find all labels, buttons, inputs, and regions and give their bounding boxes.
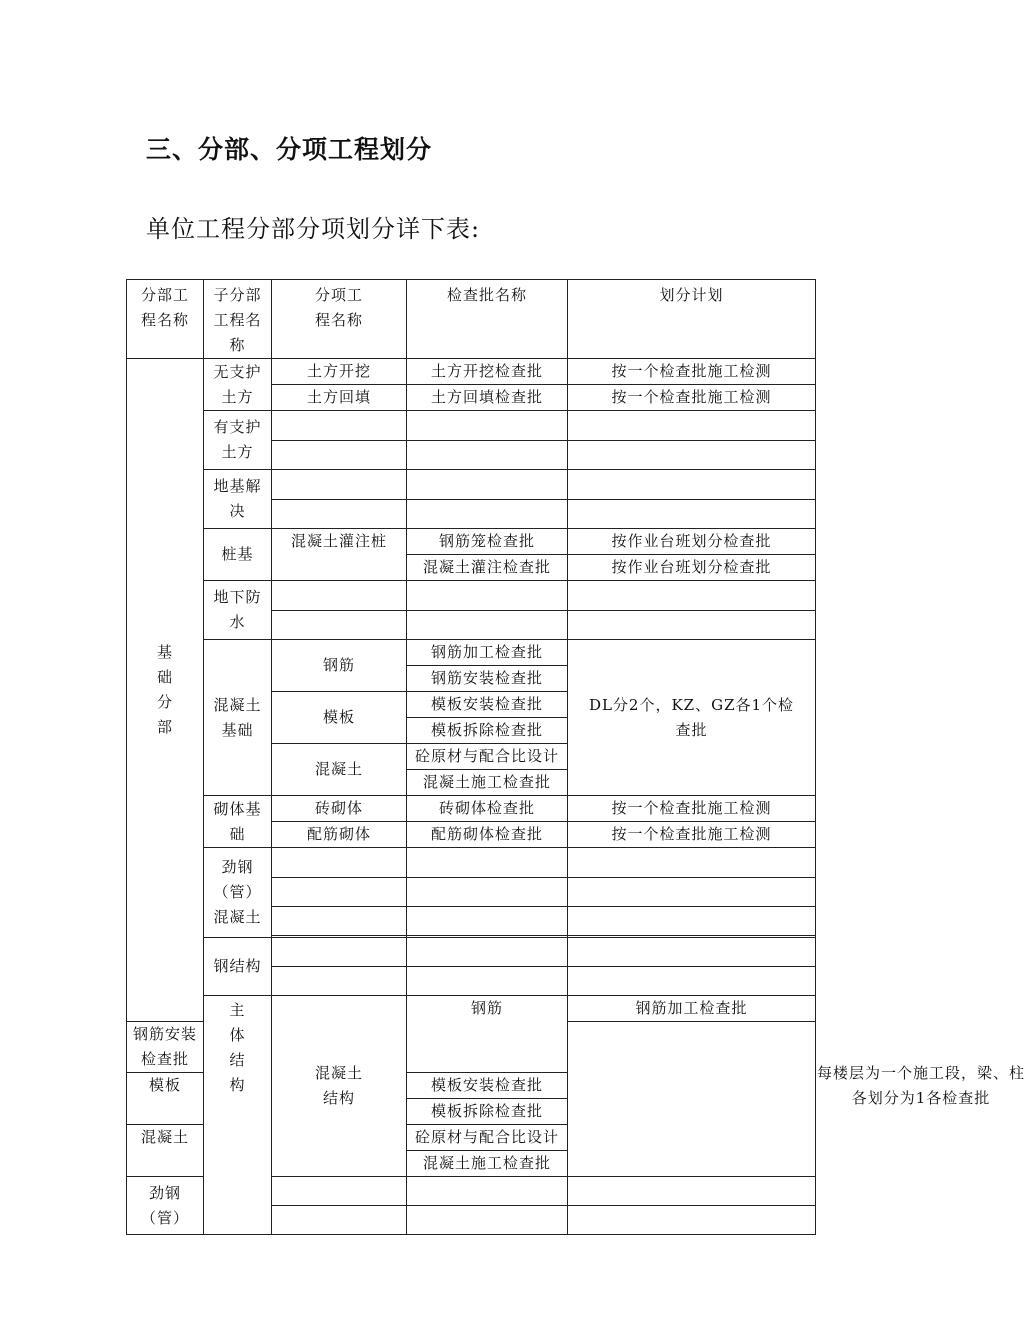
- table-row: [127, 529, 816, 555]
- header-cell: 分部工程名称: [127, 280, 204, 359]
- subdivision-cell: 无支护土方: [204, 359, 272, 411]
- batch-cell: 砼原材与配合比设计: [407, 744, 568, 770]
- batch-cell: 土方回填检查批: [407, 385, 568, 411]
- item-cell: 配筋砌体: [272, 822, 407, 848]
- item-cell: 钢筋: [407, 996, 568, 1073]
- item-cell: [272, 967, 407, 996]
- batch-cell: [407, 1206, 568, 1235]
- item-cell: [272, 907, 407, 936]
- batch-cell: 钢筋加工检查批: [407, 640, 568, 666]
- batch-cell: [407, 581, 568, 611]
- item-cell: [272, 1177, 407, 1206]
- batch-cell: [407, 907, 568, 936]
- division-cell: 基础分部: [127, 359, 204, 1022]
- batch-cell: 钢筋安装检查批: [127, 1022, 204, 1073]
- item-cell: [272, 1206, 407, 1235]
- item-cell: [272, 938, 407, 967]
- plan-cell: DL分2个，KZ、GZ各1个检查批: [568, 640, 816, 796]
- plan-cell: 按一个检查批施工检测: [568, 822, 816, 848]
- batch-cell: [407, 411, 568, 441]
- batch-cell: [407, 500, 568, 529]
- item-cell: 混凝土: [127, 1125, 204, 1177]
- batch-cell: 模板拆除检查批: [407, 1099, 568, 1125]
- item-cell: 模板: [272, 692, 407, 744]
- batch-cell: [407, 1177, 568, 1206]
- batch-cell: 模板拆除检查批: [407, 718, 568, 744]
- batch-cell: 钢筋笼检查批: [407, 529, 568, 555]
- subdivision-cell: 劲钢（管）: [127, 1177, 204, 1235]
- item-cell: [272, 411, 407, 441]
- item-cell: [272, 500, 407, 529]
- batch-cell: [407, 470, 568, 500]
- plan-cell: [568, 441, 816, 470]
- plan-cell: [568, 967, 816, 996]
- section-title: 三、分部、分项工程划分: [146, 135, 433, 164]
- item-cell: [272, 848, 407, 878]
- header-cell: 划分计划: [568, 280, 816, 359]
- header-cell: 子分部工程名称: [204, 280, 272, 359]
- plan-cell: [568, 581, 816, 611]
- batch-cell: 砼原材与配合比设计: [407, 1125, 568, 1151]
- header-cell: 检查批名称: [407, 280, 568, 359]
- item-cell: 模板: [127, 1073, 204, 1125]
- item-cell: 钢筋: [272, 640, 407, 692]
- plan-cell: [568, 1206, 816, 1235]
- batch-cell: [407, 848, 568, 878]
- plan-cell: 按一个检查批施工检测: [568, 359, 816, 385]
- division-table: [126, 279, 1025, 1235]
- plan-cell: [568, 848, 816, 878]
- plan-cell: 按一个检查批施工检测: [568, 385, 816, 411]
- plan-cell: 按作业台班划分检查批: [568, 555, 816, 581]
- table-row: [127, 640, 816, 666]
- batch-cell: [407, 938, 568, 967]
- plan-cell: [568, 938, 816, 967]
- plan-cell: 按作业台班划分检查批: [568, 529, 816, 555]
- batch-cell: 配筋砌体检查批: [407, 822, 568, 848]
- subdivision-cell: 地下防水: [204, 581, 272, 640]
- plan-cell: [568, 470, 816, 500]
- batch-cell: 砖砌体检查批: [407, 796, 568, 822]
- item-cell: 土方回填: [272, 385, 407, 411]
- batch-cell: 模板安装检查批: [407, 1073, 568, 1099]
- plan-cell: 按一个检查批施工检测: [568, 796, 816, 822]
- subdivision-cell: 混凝土基础: [204, 640, 272, 796]
- plan-cell: [568, 611, 816, 640]
- item-cell: 混凝土灌注桩: [272, 529, 407, 581]
- item-cell: [272, 581, 407, 611]
- item-cell: [272, 441, 407, 470]
- subdivision-cell: 混凝土结构: [272, 996, 407, 1177]
- plan-cell: [568, 878, 816, 907]
- table-row: [127, 938, 816, 967]
- batch-cell: 混凝土灌注检查批: [407, 555, 568, 581]
- subdivision-cell: 砌体基础: [204, 796, 272, 848]
- intro-text: 单位工程分部分项划分详下表:: [146, 215, 481, 243]
- batch-cell: 钢筋加工检查批: [568, 996, 816, 1022]
- item-cell: [272, 470, 407, 500]
- table-row: [127, 848, 816, 878]
- batch-cell: [407, 611, 568, 640]
- table-row: [127, 581, 816, 611]
- item-cell: 混凝土: [272, 744, 407, 796]
- table-row: [127, 470, 816, 500]
- batch-cell: 混凝土施工检查批: [407, 1151, 568, 1177]
- division-cell: 主体结构: [204, 996, 272, 1235]
- batch-cell: [407, 967, 568, 996]
- batch-cell: 钢筋安装检查批: [407, 666, 568, 692]
- subdivision-cell: 地基解决: [204, 470, 272, 529]
- table-row: [127, 359, 816, 385]
- plan-cell: [568, 500, 816, 529]
- table-row: [127, 411, 816, 441]
- plan-cell: [568, 907, 816, 936]
- item-cell: [272, 611, 407, 640]
- subdivision-cell: 桩基: [204, 529, 272, 581]
- item-cell: 砖砌体: [272, 796, 407, 822]
- subdivision-cell: 钢结构: [204, 938, 272, 996]
- batch-cell: 模板安装检查批: [407, 692, 568, 718]
- table-row: [127, 796, 816, 822]
- batch-cell: [407, 441, 568, 470]
- batch-cell: [407, 878, 568, 907]
- table-header-row: [127, 280, 816, 359]
- batch-cell: 土方开挖检查批: [407, 359, 568, 385]
- plan-cell: [568, 1177, 816, 1206]
- header-cell: 分项工程名称: [272, 280, 407, 359]
- plan-cell: [568, 411, 816, 441]
- item-cell: [272, 878, 407, 907]
- table-row: 主体结构 混凝土结构 钢筋 钢筋加工检查批 每楼层为一个施工段，梁、柱各划分为1各检查批: [127, 996, 816, 1022]
- item-cell: 土方开挖: [272, 359, 407, 385]
- subdivision-cell: 劲钢（管）混凝土: [204, 848, 272, 938]
- subdivision-cell: 有支护土方: [204, 411, 272, 470]
- batch-cell: 混凝土施工检查批: [407, 770, 568, 796]
